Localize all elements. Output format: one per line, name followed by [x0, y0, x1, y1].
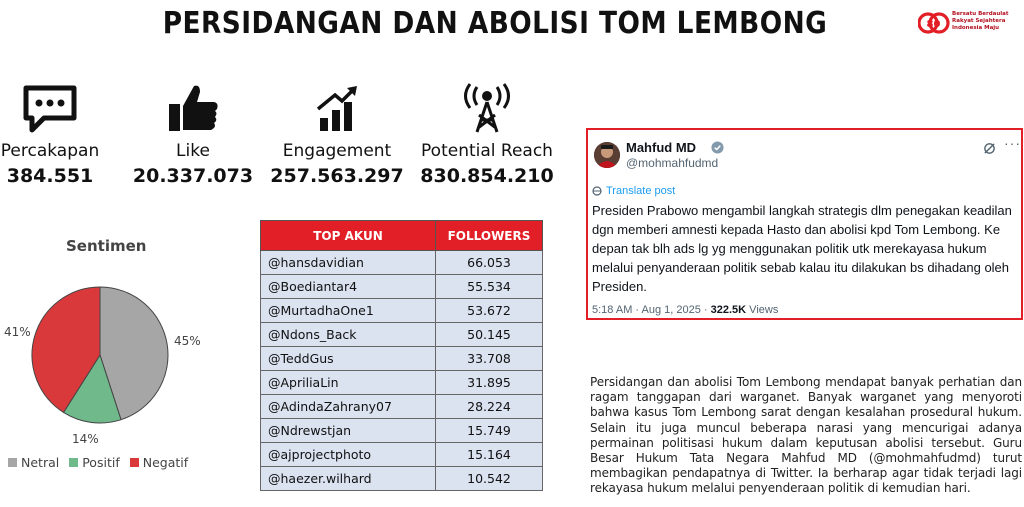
stat-percakapan — [0, 82, 125, 187]
verified-badge-icon — [711, 141, 724, 154]
legend-swatch — [69, 458, 78, 467]
stat-value: 20.337.073 — [132, 165, 254, 187]
translate-post-link[interactable] — [592, 185, 675, 197]
account-cell: @TeddGus — [261, 347, 436, 371]
top-accounts-table — [260, 220, 543, 491]
followers-cell: 53.672 — [436, 299, 543, 323]
followers-cell: 15.749 — [436, 419, 543, 443]
account-cell: @haezer.wilhard — [261, 467, 436, 491]
logo-number: 80 — [926, 19, 941, 30]
stat-label: Engagement — [282, 141, 392, 161]
broadcast-tower-icon — [457, 82, 517, 134]
grok-icon[interactable] — [983, 142, 996, 155]
table-row — [261, 275, 543, 299]
table-row — [261, 299, 543, 323]
stat-value: 384.551 — [6, 165, 94, 187]
account-cell: @AdindaZahrany07 — [261, 395, 436, 419]
account-cell: @Ndons_Back — [261, 323, 436, 347]
account-cell: @Boediantar4 — [261, 275, 436, 299]
table-row — [261, 467, 543, 491]
stat-potential-reach — [412, 82, 562, 187]
pie-label-positif: 14% — [72, 432, 99, 446]
account-cell: @hansdavidian — [261, 251, 436, 275]
tweet-views-label: Views — [746, 304, 779, 316]
chat-bubble-icon — [20, 82, 80, 134]
tweet-text: Presiden Prabowo mengambil langkah strategis dlm penegakan keadilan dgn memberi amnesti kepada Hasto dan abolisi kpd Tom Lembong. Ke depan tak blh ads lg yg menggunakan politik utk merekayasa hukum melalui penyanderaan politik sebab kalau itu dilakukan bs dihadang oleh Presiden. — [592, 203, 1012, 294]
tweet-timestamp[interactable]: 5:18 AM · Aug 1, 2025 · — [592, 304, 711, 316]
stat-label: Potential Reach — [421, 141, 553, 161]
followers-cell: 28.224 — [436, 395, 543, 419]
followers-cell: 55.534 — [436, 275, 543, 299]
tweet-author-name[interactable]: Mahfud MD — [626, 140, 697, 155]
tweet-views-count: 322.5K — [710, 304, 747, 316]
table-row — [261, 323, 543, 347]
followers-cell: 10.542 — [436, 467, 543, 491]
avatar[interactable] — [594, 142, 620, 168]
account-cell: @Ndrewstjan — [261, 419, 436, 443]
stat-label: Percakapan — [0, 141, 100, 161]
sentiment-legend — [8, 455, 188, 470]
column-header-followers: FOLLOWERS — [436, 221, 543, 251]
logo-80-icon — [918, 8, 950, 38]
stat-like — [118, 82, 268, 187]
sentiment-pie-chart — [0, 270, 260, 440]
logo — [918, 8, 1018, 38]
legend-item-netral — [8, 455, 59, 470]
legend-swatch — [130, 458, 139, 467]
column-header-account: TOP AKUN — [261, 221, 436, 251]
stat-engagement — [262, 82, 412, 187]
account-cell: @ApriliaLin — [261, 371, 436, 395]
translate-icon — [592, 186, 602, 196]
table-header-row — [261, 221, 543, 251]
followers-cell: 66.053 — [436, 251, 543, 275]
translate-label: Translate post — [606, 185, 676, 197]
followers-cell: 31.895 — [436, 371, 543, 395]
avatar-image — [594, 142, 620, 168]
table-row — [261, 371, 543, 395]
growth-chart-icon — [307, 82, 367, 134]
legend-item-positif — [69, 455, 120, 470]
pie-label-netral: 45% — [174, 334, 201, 348]
summary-paragraph: Persidangan dan abolisi Tom Lembong mendapat banyak perhatian dan ragam tanggapan dari warganet. Banyak warganet yang menyoroti bahwa kasus Tom Lembong sarat dengan kesalahan prosedural hukum. Selain itu juga muncul beberapa narasi yang mencurigai adanya permainan politisasi hukum dalam keputusan abolisi tersebut. Guru Besar Hukum Tata Negara Mahfud MD (@mohmahfudmd) turut membagikan pendapatnya di Twitter. Ia berharap agar tidak terjadi lagi rekayasa hukum melalui penyenderaan politik di kemudian hari. — [590, 375, 1022, 496]
table-row — [261, 251, 543, 275]
page-title: PERSIDANGAN DAN ABOLISI TOM LEMBONG — [162, 6, 828, 41]
tweet-meta — [592, 304, 778, 316]
more-options-icon[interactable]: ··· — [1004, 135, 1021, 151]
pie-label-negatif: 41% — [4, 325, 31, 339]
pie-svg — [0, 270, 260, 440]
table-row — [261, 395, 543, 419]
thumbs-up-icon — [163, 82, 223, 134]
legend-label: Positif — [82, 455, 120, 470]
table-row — [261, 347, 543, 371]
sentiment-title: Sentimen — [66, 237, 147, 255]
stat-label: Like — [176, 141, 210, 161]
legend-label: Netral — [21, 455, 60, 470]
legend-swatch — [8, 458, 17, 467]
table-row — [261, 443, 543, 467]
legend-item-negatif — [130, 455, 188, 470]
legend-label: Negatif — [142, 455, 189, 470]
logo-tagline: Bersatu Berdaulat Rakyat Sejahtera Indonesia Maju — [952, 11, 1009, 31]
stat-value: 830.854.210 — [420, 165, 554, 187]
followers-cell: 15.164 — [436, 443, 543, 467]
tweet-author-handle[interactable]: @mohmahfudmd — [626, 156, 719, 170]
account-cell: @ajprojectphoto — [261, 443, 436, 467]
stat-value: 257.563.297 — [270, 165, 404, 187]
followers-cell: 50.145 — [436, 323, 543, 347]
followers-cell: 33.708 — [436, 347, 543, 371]
account-cell: @MurtadhaOne1 — [261, 299, 436, 323]
tweet-card[interactable] — [586, 128, 1023, 320]
table-row — [261, 419, 543, 443]
